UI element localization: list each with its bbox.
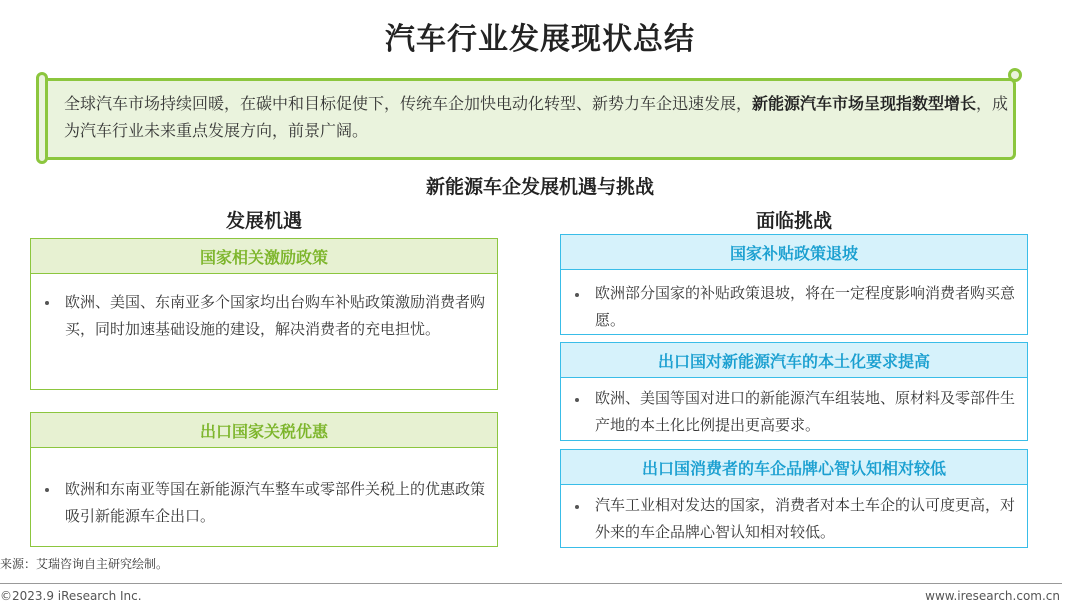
card-body <box>30 274 498 390</box>
card-header: 出口国消费者的车企品牌心智认知相对较低 <box>560 449 1028 485</box>
summary-text <box>64 90 1014 144</box>
summary-scroll <box>36 72 1022 160</box>
card-header: 国家相关激励政策 <box>30 238 498 274</box>
scroll-left-roll <box>36 72 48 164</box>
summary-text-normal: 全球汽车市场持续回暖，在碳中和目标促使下，传统车企加快电动化转型、新势力车企迅速发展， <box>64 94 753 113</box>
card-body <box>560 378 1028 441</box>
summary-text-bold: 新能源汽车市场呈现指数型增长 <box>752 94 977 113</box>
card-text: 欧洲、美国等国对进口的新能源汽车组装地、原材料及零部件生产地的本土化比例提出更高要求。 <box>595 389 1016 434</box>
section-title: 新能源车企发展机遇与挑战 <box>425 176 654 198</box>
opportunity-card-tariffs <box>30 412 498 547</box>
card-body <box>560 270 1028 335</box>
website-link[interactable]: www.iresearch.com.cn <box>925 589 1060 603</box>
opportunity-card-incentives <box>30 238 498 390</box>
bullet-dot <box>575 505 579 509</box>
bullet-dot <box>575 293 579 297</box>
card-body <box>30 448 498 547</box>
summary-text-end: ，成为汽车行业未来重点发展方向，前景广阔。 <box>64 94 1009 140</box>
card-body <box>560 485 1028 548</box>
challenge-card-subsidy <box>560 234 1028 335</box>
challenge-card-localization <box>560 342 1028 441</box>
card-text: 欧洲部分国家的补贴政策退坡，将在一定程度影响消费者购买意愿。 <box>595 284 1016 329</box>
page-title: 汽车行业发展现状总结 <box>385 22 695 57</box>
copyright: ©2023.9 iResearch Inc. <box>0 589 142 603</box>
bullet-dot <box>45 301 49 305</box>
challenges-title: 面临挑战 <box>755 210 832 232</box>
card-header: 出口国家关税优惠 <box>30 412 498 448</box>
bullet-dot <box>575 398 579 402</box>
scroll-right-roll <box>1008 68 1022 82</box>
card-header: 国家补贴政策退坡 <box>560 234 1028 270</box>
card-text: 欧洲和东南亚等国在新能源汽车整车或零部件关税上的优惠政策吸引新能源车企出口。 <box>65 480 486 525</box>
footer-divider <box>0 583 1062 584</box>
opportunities-title: 发展机遇 <box>225 210 302 232</box>
card-header: 出口国对新能源汽车的本土化要求提高 <box>560 342 1028 378</box>
challenge-card-brand-awareness <box>560 449 1028 548</box>
bullet-dot <box>45 488 49 492</box>
card-text: 汽车工业相对发达的国家，消费者对本土车企的认可度更高，对外来的车企品牌心智认知相对较低。 <box>595 496 1016 541</box>
card-text: 欧洲、美国、东南亚多个国家均出台购车补贴政策激励消费者购买，同时加速基础设施的建设，解决消费者的充电担忧。 <box>65 293 486 338</box>
source-note: 来源：艾瑞咨询自主研究绘制。 <box>0 557 169 571</box>
